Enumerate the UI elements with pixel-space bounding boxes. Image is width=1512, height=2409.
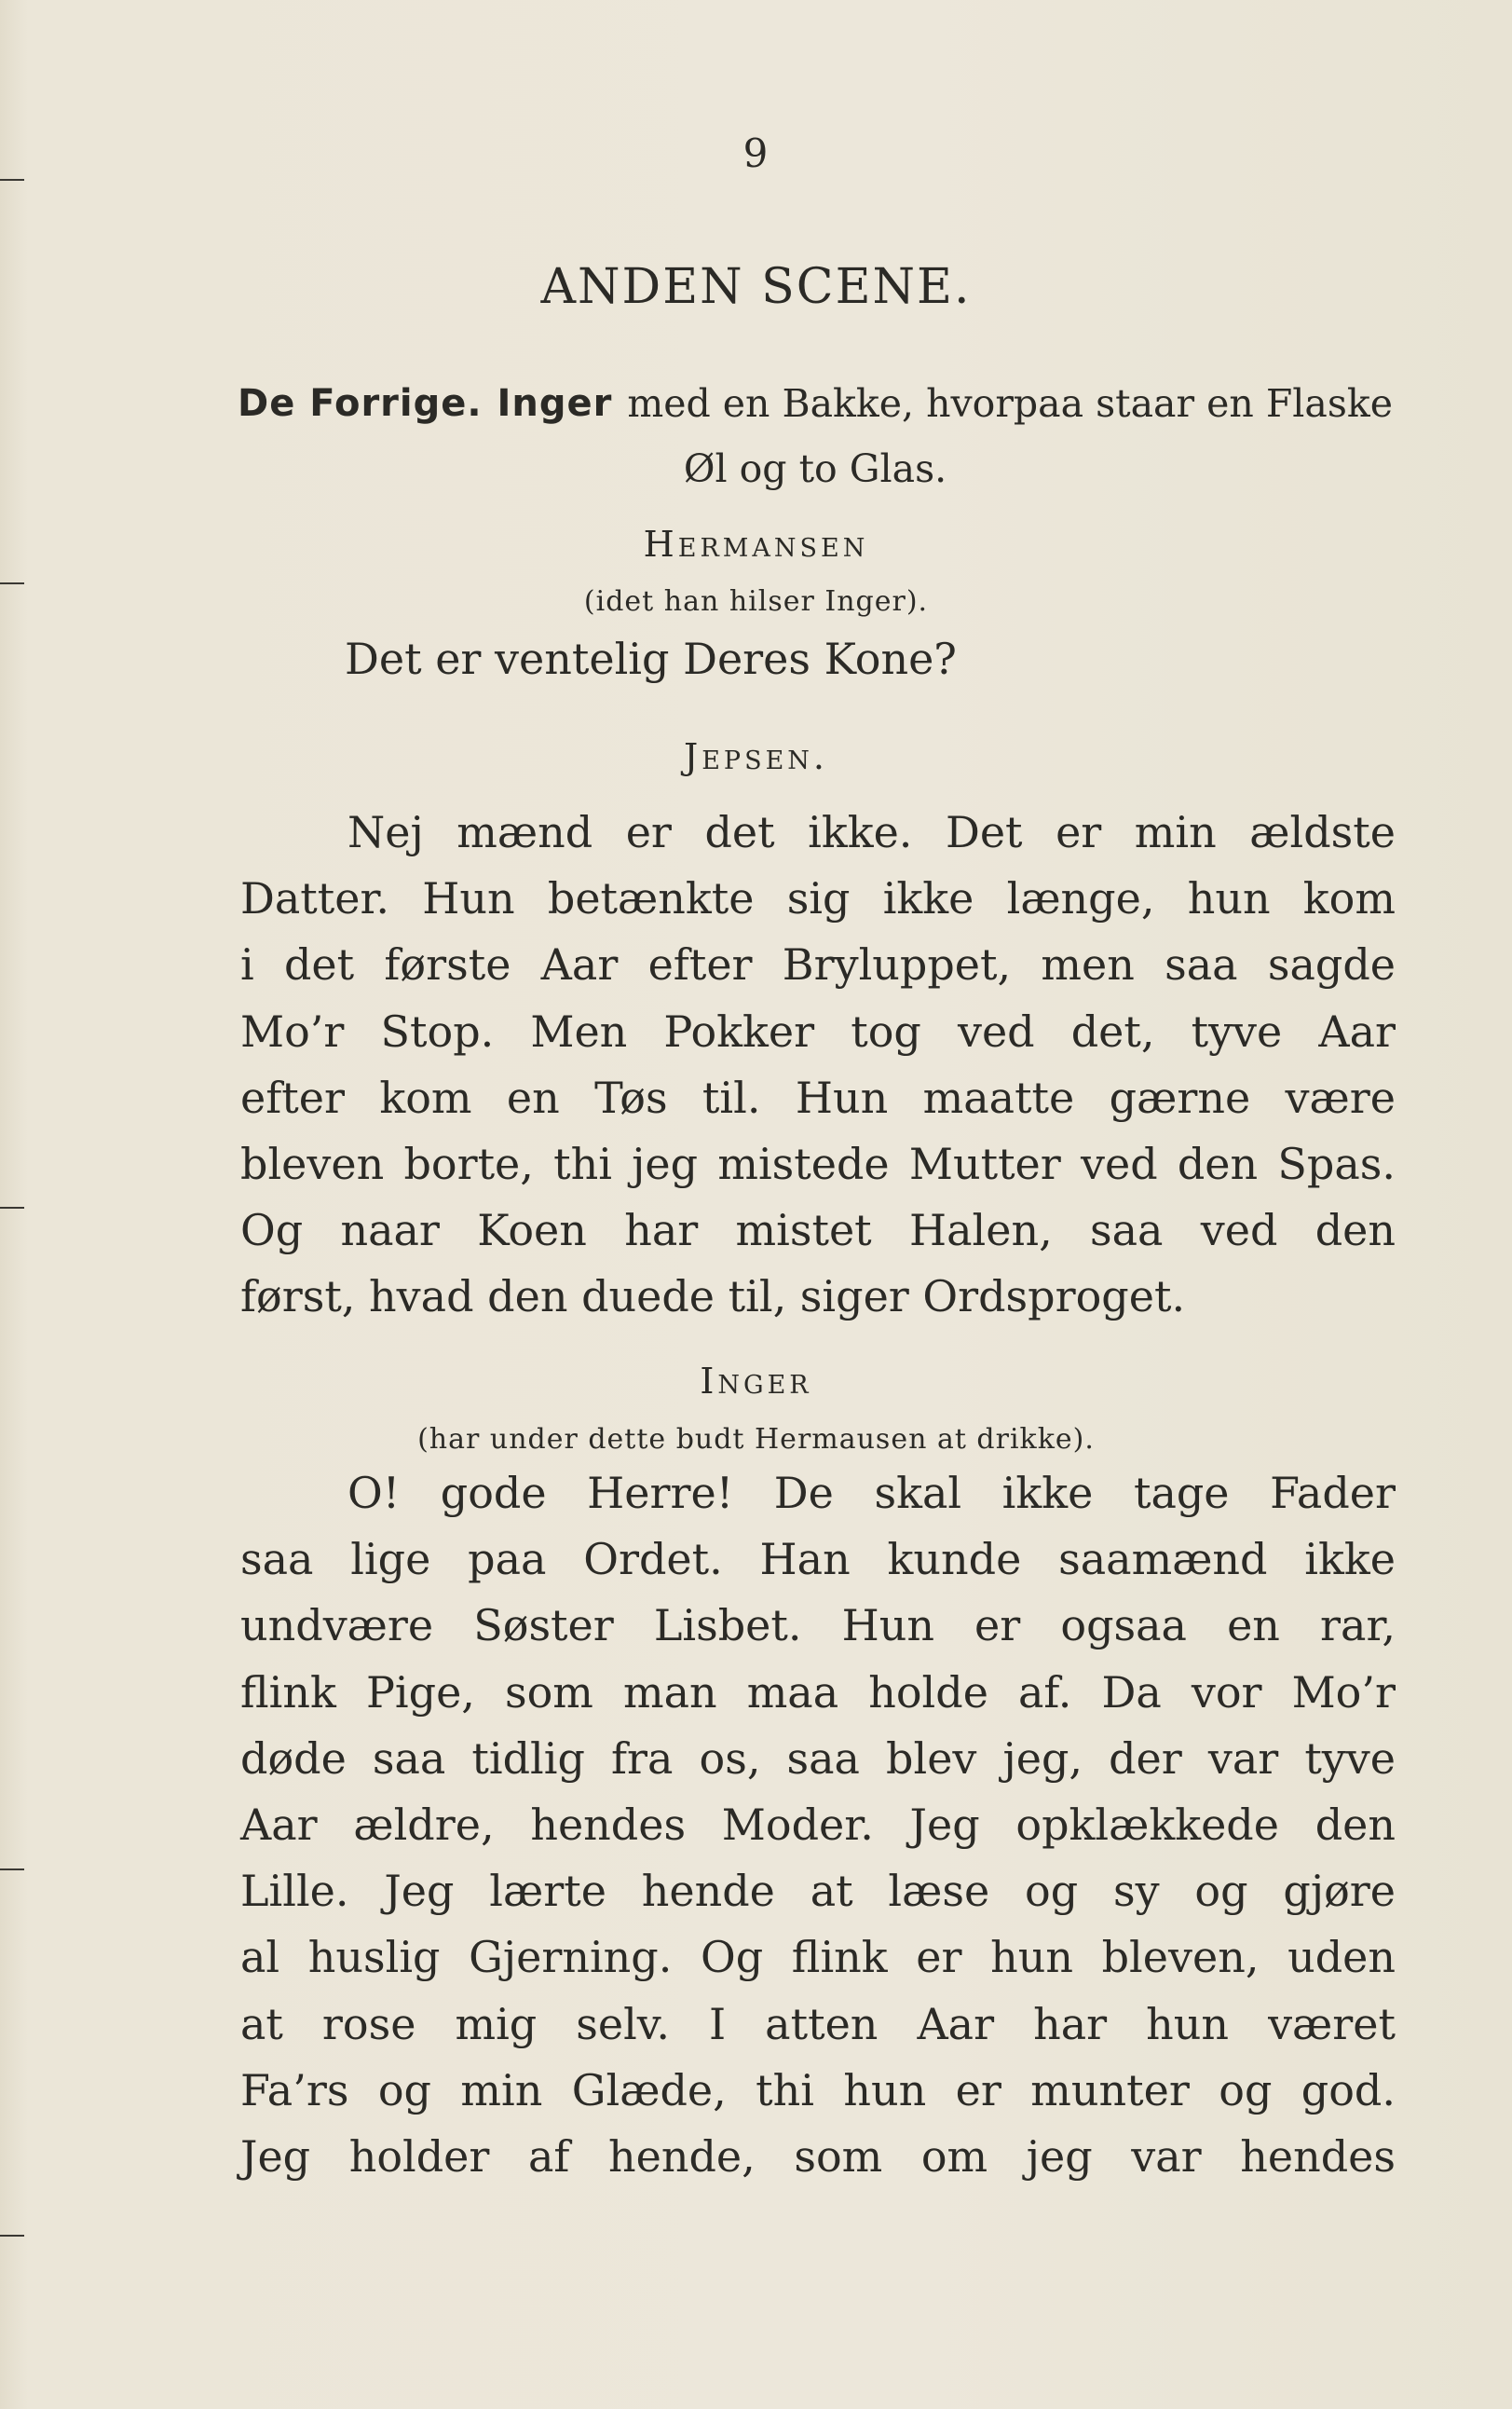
- speech-line: Det er ventelig Deres Kone?: [345, 634, 957, 684]
- stage-direction-line: [238, 371, 1393, 436]
- speech-line: Nej mænd er det ikke. Det er min ældste: [347, 807, 1396, 857]
- speaker-name: Jepsen.: [683, 736, 829, 777]
- speaker-name: Inger: [700, 1361, 812, 1402]
- spine-mark: [0, 1868, 24, 1870]
- speech-line: Datter. Hun betænkte sig ikke længe, hun kom: [240, 873, 1396, 924]
- stage-direction: [238, 371, 1393, 501]
- spine-mark: [0, 2235, 24, 2237]
- speech-line: undvære Søster Lisbet. Hun er ogsaa en rar,: [240, 1600, 1396, 1651]
- speech-line: flink Pige, som man maa holde af. Da vor Mo’r: [240, 1666, 1396, 1718]
- stage-direction-line: Øl og to Glas.: [683, 446, 947, 491]
- spine-mark: [0, 582, 24, 584]
- speech-line: Mo’r Stop. Men Pokker tog ved det, tyve Aar: [240, 1006, 1396, 1057]
- speech-line: Jeg holder af hende, som om jeg var hendes: [240, 2130, 1396, 2182]
- stage-direction-text: med en Bakke, hvorpaa staar en Flaske: [627, 381, 1393, 426]
- stage-parenthetical: (idet han hilser Inger).: [583, 585, 929, 618]
- speech-line: bleven borte, thi jeg mistede Mutter ved den Spas.: [240, 1138, 1396, 1189]
- speech-line: i det første Aar efter Bryluppet, men saa sagde: [240, 939, 1396, 991]
- speaker-name: Hermansen: [643, 524, 869, 565]
- speech-line: at rose mig selv. I atten Aar har hun været: [240, 1998, 1396, 2049]
- speech-line: Lille. Jeg lærte hende at læse og sy og gjøre: [240, 1866, 1396, 1917]
- speech-line: Aar ældre, hendes Moder. Jeg opklækkede den: [240, 1799, 1396, 1850]
- character-name: Inger: [497, 382, 613, 425]
- speech-block: [240, 1460, 1396, 2190]
- speech-line: Og naar Koen har mistet Halen, saa ved den: [240, 1205, 1396, 1256]
- spine-mark: [0, 179, 24, 181]
- speech-block: [240, 800, 1396, 1331]
- scene-title: ANDEN SCENE.: [540, 259, 972, 315]
- stage-parenthetical: (har under dette budt Hermausen at drikke).: [417, 1423, 1095, 1456]
- speech-line: efter kom en Tøs til. Hun maatte gærne være: [240, 1072, 1396, 1123]
- speech-line: al huslig Gjerning. Og flink er hun bleven, uden: [240, 1932, 1396, 1983]
- speech-line: saa lige paa Ordet. Han kunde saamænd ikke: [240, 1534, 1396, 1585]
- speech-line: Fa’rs og min Glæde, thi hun er munter og god.: [240, 2064, 1396, 2115]
- speech-line: O! gode Herre! De skal ikke tage Fader: [347, 1468, 1396, 1518]
- speech-line: døde saa tidlig fra os, saa blev jeg, der var tyve: [240, 1732, 1396, 1784]
- character-group-name: De Forrige.: [238, 382, 483, 425]
- spine-mark: [0, 1207, 24, 1209]
- page-number: 9: [742, 130, 770, 176]
- speech-block: [345, 626, 1090, 692]
- speech-line: først, hvad den duede til, siger Ordsproget.: [240, 1271, 1186, 1322]
